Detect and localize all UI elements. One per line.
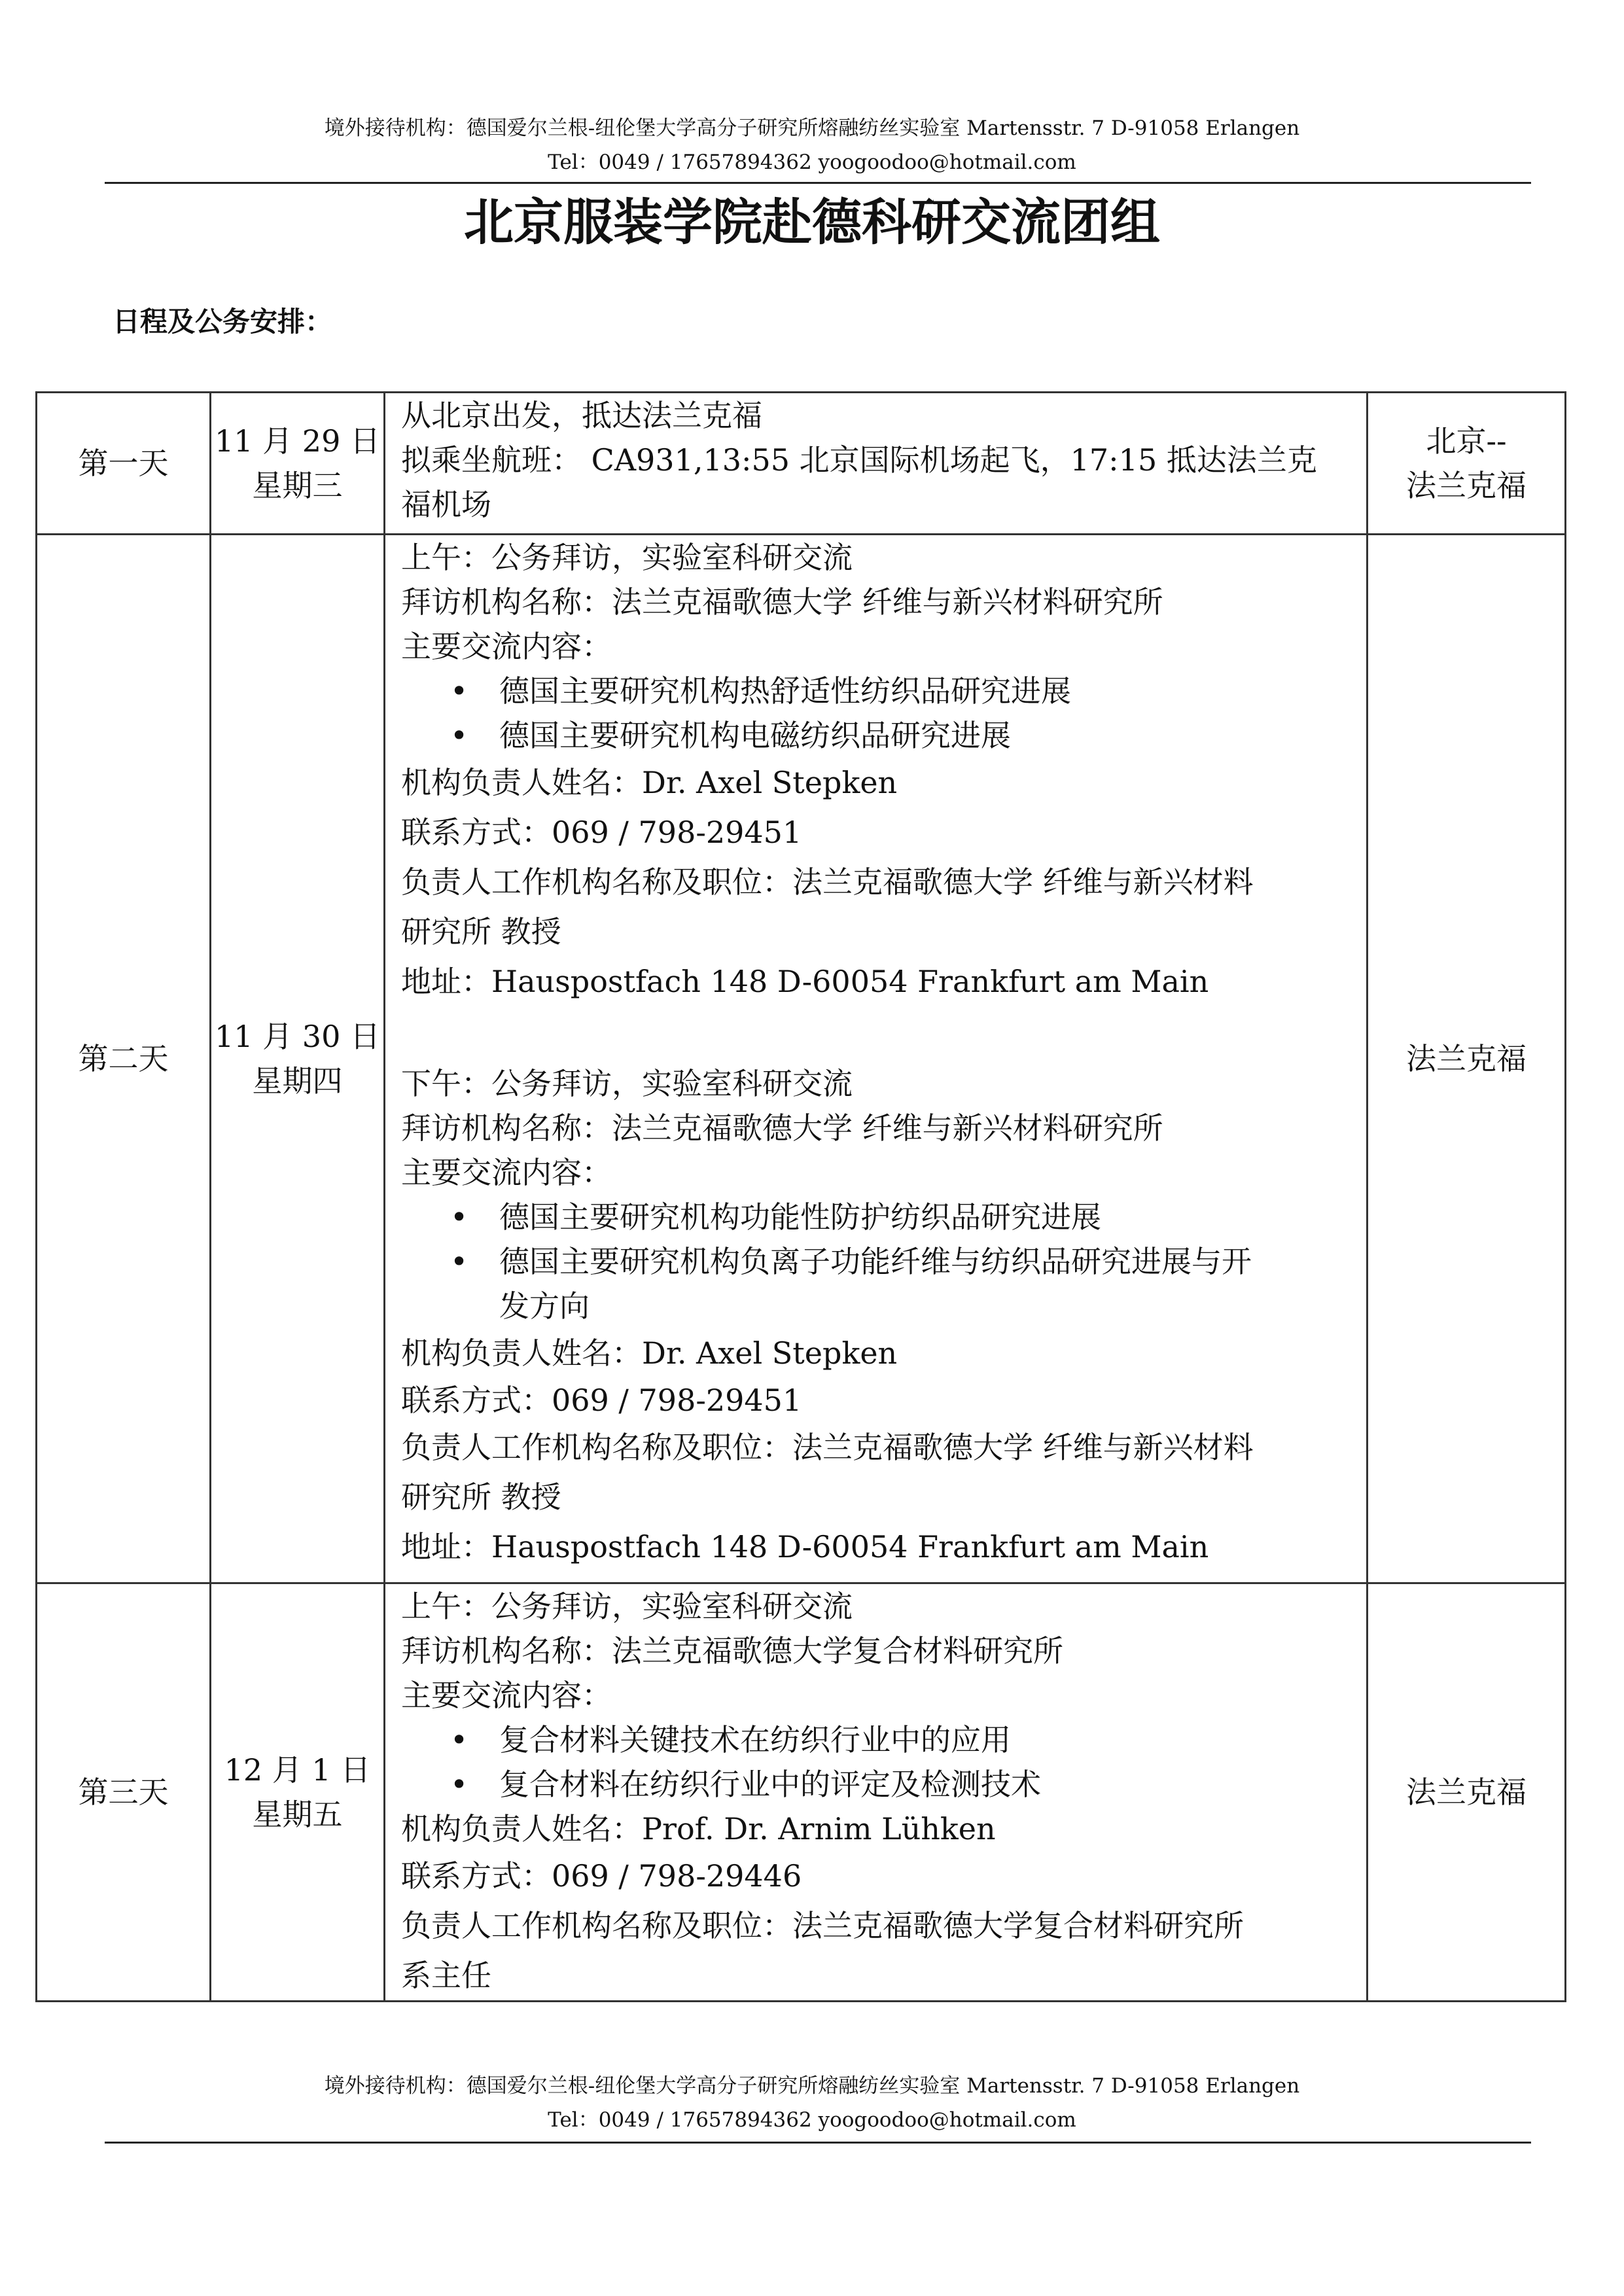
afternoon-heading: 下午：公务拜访，实验室科研交流: [401, 1066, 853, 1101]
morning-content-label: 主要交流内容：: [401, 629, 612, 664]
weekday-text: 星期四: [252, 1063, 343, 1099]
date-cell: [211, 1583, 385, 2002]
weekday-text: 星期五: [252, 1797, 343, 1832]
place-to: 法兰克福: [1406, 468, 1527, 503]
afternoon-contact: 联系方式：069 / 798-29451: [401, 1383, 802, 1418]
morning-person: 机构负责人姓名：Prof. Dr. Arnim Lühken: [401, 1811, 996, 1846]
morning-bullet-item: • 复合材料在纺织行业中的评定及检测技术: [401, 1762, 1356, 1807]
morning-contact: 联系方式：069 / 798-29446: [401, 1858, 802, 1894]
flight-line-cont: 福机场: [401, 487, 491, 522]
schedule-row-day1: [37, 393, 1566, 535]
page-footer: [0, 2069, 1624, 2137]
header-contact-line: Tel：0049 / 17657894362 yoogoodoo@hotmail.com: [548, 150, 1076, 174]
place-text: 法兰克福: [1406, 1041, 1527, 1076]
header-org-line: 境外接待机构：德国爱尔兰根-纽伦堡大学高分子研究所熔融纺丝实验室 Martensstr. 7 D-91058 Erlangen: [324, 116, 1300, 140]
afternoon-person: 机构负责人姓名：Dr. Axel Stepken: [401, 1335, 898, 1371]
schedule-row-day3: [37, 1583, 1566, 2002]
afternoon-bullet-item: • 德国主要研究机构功能性防护纺织品研究进展: [401, 1195, 1356, 1239]
footer-contact-line: Tel：0049 / 17657894362 yoogoodoo@hotmail.com: [548, 2108, 1076, 2132]
morning-person: 机构负责人姓名：Dr. Axel Stepken: [401, 765, 898, 800]
schedule-table: [35, 391, 1566, 2002]
content-cell: [385, 1583, 1368, 2002]
date-text: 12 月 1 日: [224, 1752, 371, 1788]
footer-org-line: 境外接待机构：德国爱尔兰根-纽伦堡大学高分子研究所熔融纺丝实验室 Martensstr. 7 D-91058 Erlangen: [324, 2074, 1300, 2098]
morning-org: 拜访机构名称：法兰克福歌德大学复合材料研究所: [401, 1633, 1063, 1669]
date-text: 11 月 30 日: [215, 1019, 380, 1054]
morning-address: 地址：Hauspostfach 148 D-60054 Frankfurt am Main: [401, 964, 1209, 999]
content-cell: [385, 393, 1368, 535]
date-cell: [211, 535, 385, 1583]
morning-position-cont: 研究所 教授: [401, 914, 561, 949]
morning-bullet-item: • 复合材料关键技术在纺织行业中的应用: [401, 1718, 1356, 1762]
place-cell: [1368, 393, 1566, 535]
document-title: 北京服装学院赴德科研交流团组: [464, 193, 1160, 251]
footer-divider: [105, 2142, 1531, 2144]
afternoon-position: 负责人工作机构名称及职位：法兰克福歌德大学 纤维与新兴材料: [401, 1430, 1254, 1465]
afternoon-content-label: 主要交流内容：: [401, 1155, 612, 1190]
morning-position: 负责人工作机构名称及职位：法兰克福歌德大学 纤维与新兴材料: [401, 864, 1254, 900]
header-divider: [105, 182, 1531, 184]
morning-bullet-item: • 德国主要研究机构热舒适性纺织品研究进展: [401, 669, 1356, 713]
day-label: 第一天: [37, 393, 211, 535]
morning-org: 拜访机构名称：法兰克福歌德大学 纤维与新兴材料研究所: [401, 584, 1163, 620]
morning-position: 负责人工作机构名称及职位：法兰克福歌德大学复合材料研究所: [401, 1908, 1244, 1943]
morning-content-label: 主要交流内容：: [401, 1678, 612, 1713]
departure-line: 从北京出发，抵达法兰克福: [401, 398, 762, 433]
date-text: 11 月 29 日: [215, 423, 380, 459]
place-cell: [1368, 1583, 1566, 2002]
morning-heading: 上午：公务拜访，实验室科研交流: [401, 1589, 853, 1624]
morning-position-cont: 系主任: [401, 1958, 491, 1993]
bullet-text-cont: 发方向: [499, 1288, 590, 1324]
afternoon-address: 地址：Hauspostfach 148 D-60054 Frankfurt am Main: [401, 1529, 1209, 1564]
afternoon-org: 拜访机构名称：法兰克福歌德大学 纤维与新兴材料研究所: [401, 1110, 1163, 1146]
day-label: 第三天: [37, 1583, 211, 2002]
morning-heading: 上午：公务拜访，实验室科研交流: [401, 540, 853, 575]
place-cell: [1368, 535, 1566, 1583]
afternoon-position-cont: 研究所 教授: [401, 1479, 561, 1515]
weekday-text: 星期三: [252, 468, 343, 503]
day-label: 第二天: [37, 535, 211, 1583]
bullet-text: • 德国主要研究机构负离子功能纤维与纺织品研究进展与开: [499, 1244, 1252, 1279]
page-header: [0, 111, 1624, 179]
section-gap: [401, 1006, 1356, 1061]
place-text: 法兰克福: [1406, 1775, 1527, 1810]
flight-line: 拟乘坐航班： CA931,13:55 北京国际机场起飞，17:15 抵达法兰克: [401, 442, 1317, 478]
morning-bullet-item: • 德国主要研究机构电磁纺织品研究进展: [401, 713, 1356, 758]
morning-contact: 联系方式：069 / 798-29451: [401, 815, 802, 850]
date-cell: [211, 393, 385, 535]
content-cell: [385, 535, 1368, 1583]
schedule-subtitle: 日程及公务安排：: [113, 306, 333, 338]
afternoon-bullet-item: [401, 1239, 1356, 1328]
schedule-row-day2: [37, 535, 1566, 1583]
place-from: 北京--: [1426, 423, 1507, 459]
